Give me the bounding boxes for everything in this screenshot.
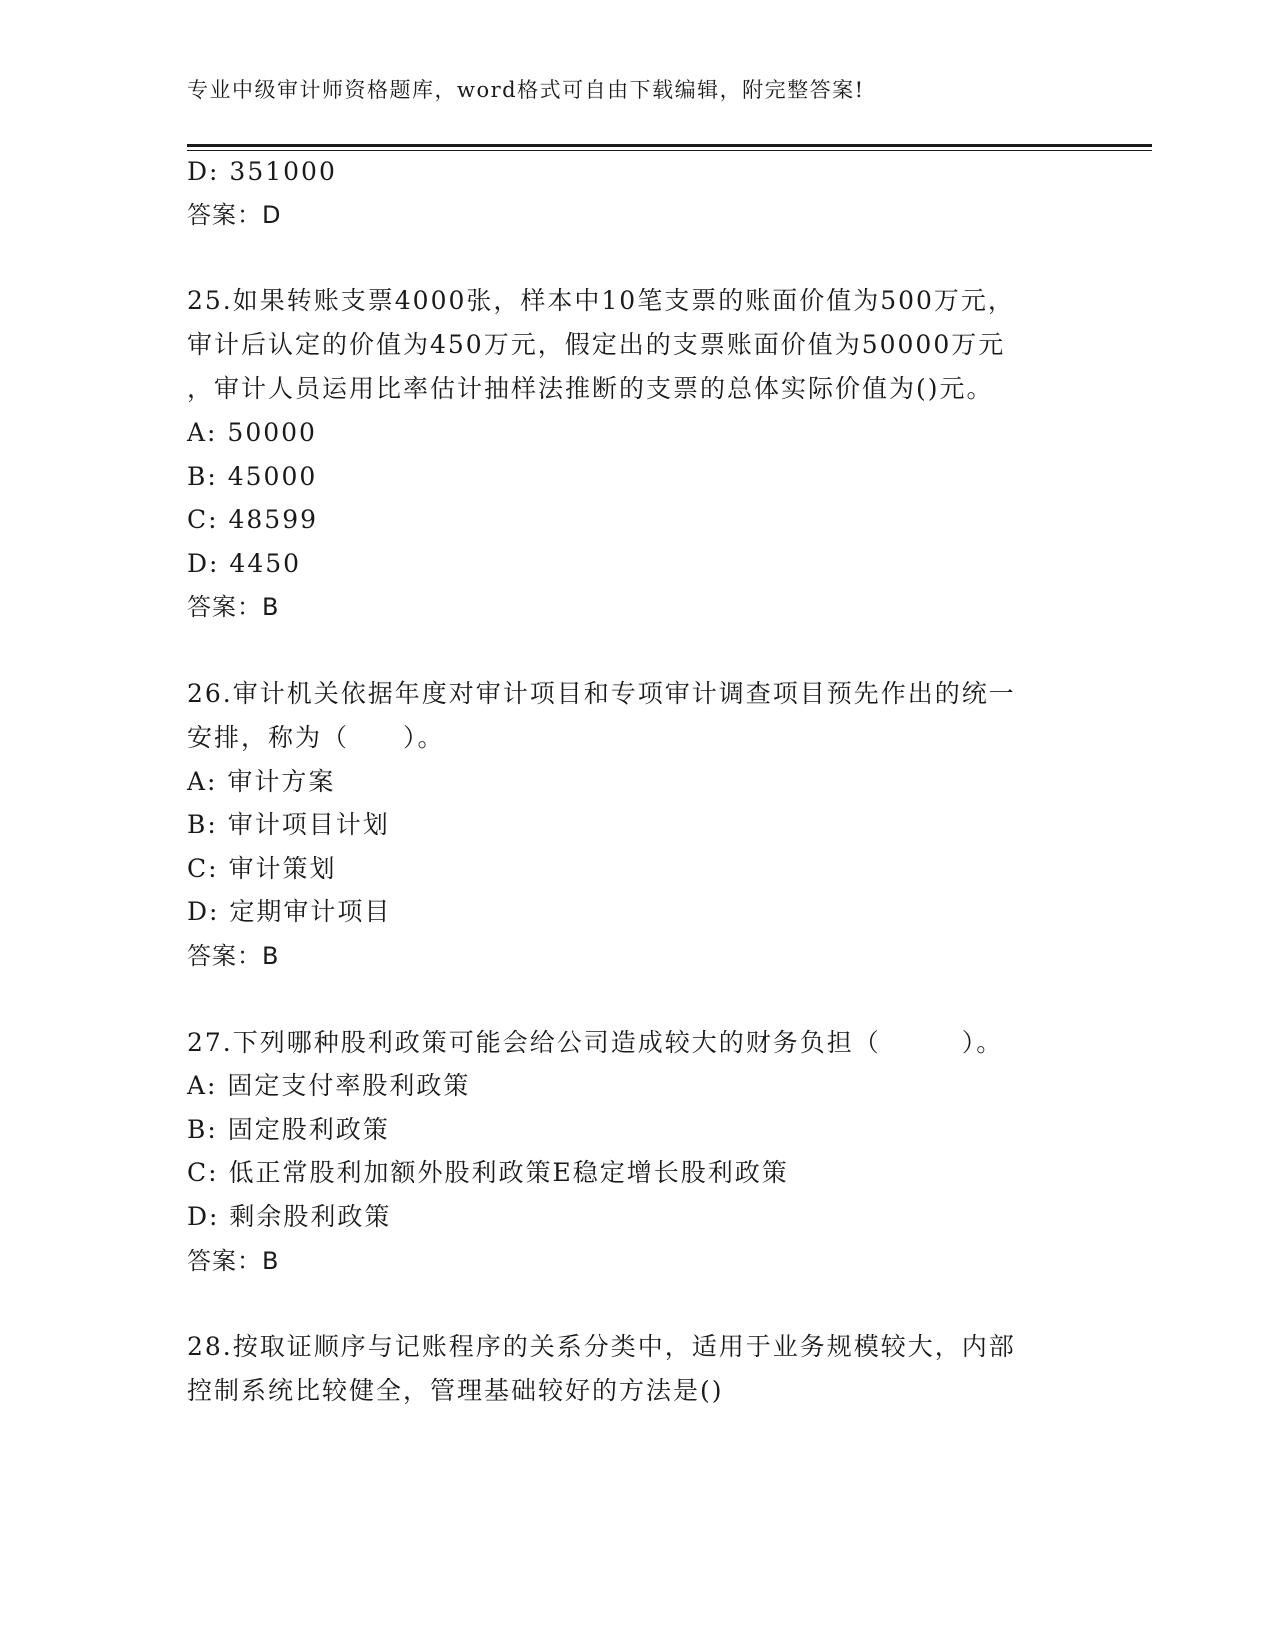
q25-option-d: D: 4450 — [187, 549, 302, 578]
header-rule-thick — [187, 144, 1152, 147]
q26-option-b: B: 审计项目计划 — [187, 810, 390, 839]
prev-option-d: D: 351000 — [187, 157, 337, 186]
q27-option-c: C: 低正常股利加额外股利政策E稳定增长股利政策 — [187, 1158, 789, 1187]
q28-stem-line-1: 28.按取证顺序与记账程序的关系分类中，适用于业务规模较大，内部 — [187, 1332, 1016, 1361]
q25-option-b: B: 45000 — [187, 462, 318, 491]
q26-option-a: A: 审计方案 — [187, 767, 336, 796]
q26-stem-line-2: 安排，称为（ ）。 — [187, 723, 445, 752]
q25-stem-line-2: 审计后认定的价值为450万元，假定出的支票账面价值为50000万元 — [187, 330, 1006, 359]
q27-option-d: D: 剩余股利政策 — [187, 1202, 392, 1231]
q27-answer: 答案：B — [187, 1247, 280, 1275]
q25-stem-line-1: 25.如果转账支票4000张，样本中10笔支票的账面价值为500万元， — [187, 286, 1015, 315]
q26-option-d: D: 定期审计项目 — [187, 897, 392, 926]
q26-stem-line-1: 26.审计机关依据年度对审计项目和专项审计调查项目预先作出的统一 — [187, 679, 1016, 708]
q26-option-c: C: 审计策划 — [187, 854, 337, 883]
q26-answer: 答案：B — [187, 942, 280, 970]
q27-option-b: B: 固定股利政策 — [187, 1115, 390, 1144]
page-header: 专业中级审计师资格题库，word格式可自由下载编辑，附完整答案! — [187, 78, 865, 102]
q25-stem-line-3: ，审计人员运用比率估计抽样法推断的支票的总体实际价值为()元。 — [187, 374, 994, 403]
prev-answer: 答案：D — [187, 201, 282, 229]
q27-option-a: A: 固定支付率股利政策 — [187, 1071, 471, 1100]
q27-stem-line-1: 27.下列哪种股利政策可能会给公司造成较大的财务负担（ ）。 — [187, 1028, 1004, 1057]
q28-stem-line-2: 控制系统比较健全，管理基础较好的方法是() — [187, 1376, 724, 1405]
q25-answer: 答案：B — [187, 593, 280, 621]
q25-option-c: C: 48599 — [187, 505, 319, 534]
q25-option-a: A: 50000 — [187, 418, 317, 447]
header-rule-thin — [187, 150, 1152, 151]
